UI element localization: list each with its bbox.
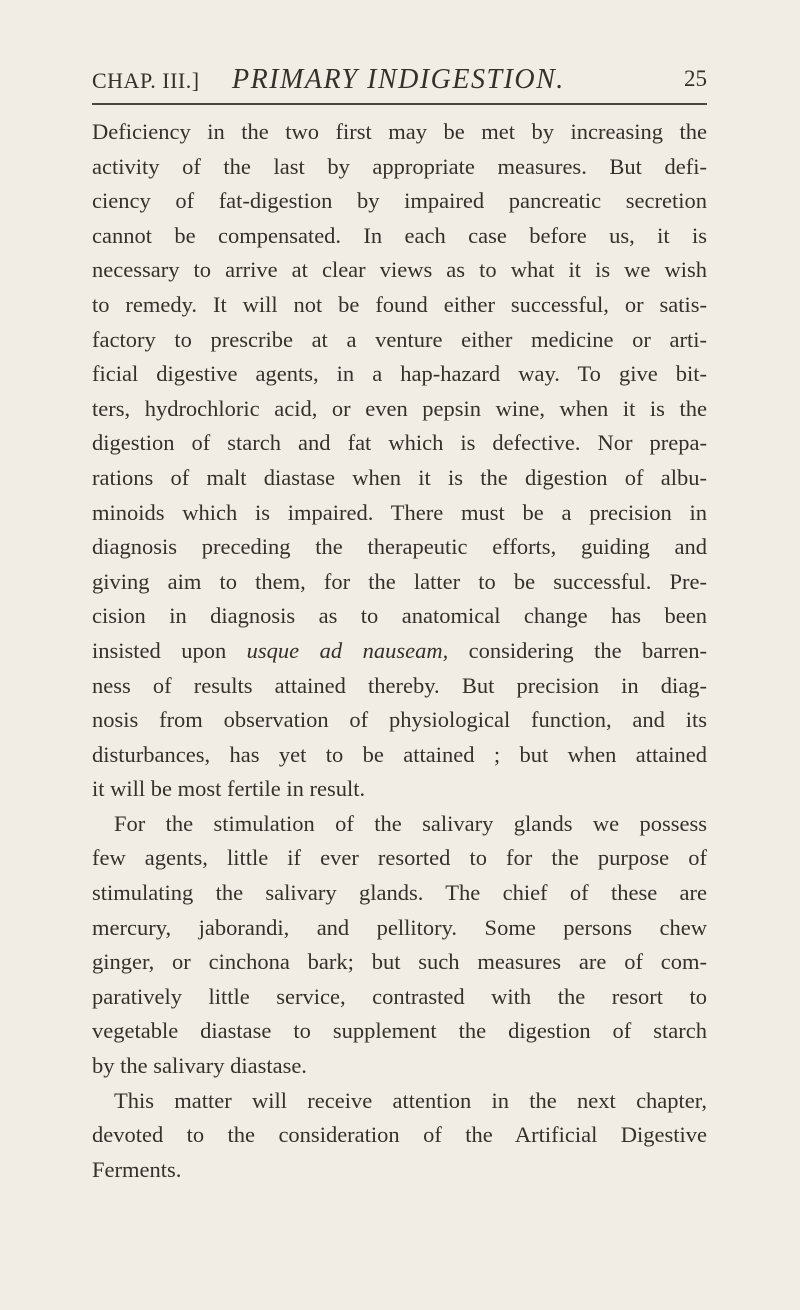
text-line: few agents, little if ever resorted to for the purpose of [92,845,707,871]
text-line: This matter will receive attention in the next chapter, [114,1087,707,1113]
text-line: ters, hydrochloric acid, or even pepsin wine, when it is the [92,395,707,421]
text-line: cision in diagnosis as to anatomical change has been [92,603,707,629]
page-number: 25 [684,66,707,91]
text-line: factory to prescribe at a venture either medicine or arti- [92,326,707,352]
text-line: digestion of starch and fat which is defective. Nor prepa- [92,430,707,456]
text-line: stimulating the salivary glands. The chief of these are [92,880,707,906]
text-line: ficial digestive agents, in a hap-hazard way. To give bit- [92,361,707,387]
text-line: ness of results attained thereby. But precision in diag- [92,672,707,698]
text-line: Deficiency in the two first may be met by increasing the [92,119,707,144]
text-line: devoted to the consideration of the Artificial Digestive [92,1122,707,1148]
text-line-with-italic [92,634,707,669]
running-title: PRIMARY INDIGESTION. [232,64,565,95]
text-line: vegetable diastase to supplement the digestion of starch [92,1018,707,1044]
text-line: activity of the last by appropriate measures. But defi- [92,153,707,179]
text-line: necessary to arrive at clear views as to what it is we wish [92,257,707,283]
text-line: to remedy. It will not be found either successful, or satis- [92,291,707,317]
text-run: considering the barren- [448,637,707,663]
paragraph-1 [92,115,707,807]
body-text [92,115,707,1187]
text-line: by the salivary diastase. [92,1053,307,1079]
running-head [92,64,707,98]
paragraph-2 [92,807,707,1084]
text-line: Ferments. [92,1156,182,1182]
italic-phrase: usque ad nauseam, [246,637,449,663]
chapter-reference: CHAP. III.] [92,68,200,93]
text-run: insisted upon [92,637,247,663]
text-line: disturbances, has yet to be attained ; but when attained [92,741,707,767]
text-line: paratively little service, contrasted with the resort to [92,983,707,1009]
header-rule [92,103,707,105]
paragraph-3 [92,1084,707,1188]
text-line: minoids which is impaired. There must be a precision in [92,499,707,525]
text-line: diagnosis preceding the therapeutic efforts, guiding and [92,534,707,560]
text-line: mercury, jaborandi, and pellitory. Some persons chew [92,914,707,940]
text-line: For the stimulation of the salivary glands we possess [114,810,707,836]
text-line: nosis from observation of physiological function, and its [92,707,707,733]
text-line: rations of malt diastase when it is the digestion of albu- [92,464,707,490]
text-line: it will be most fertile in result. [92,776,366,802]
text-line: ginger, or cinchona bark; but such measures are of com- [92,949,707,975]
text-line: ciency of fat-digestion by impaired pancreatic secretion [92,188,707,214]
text-line: cannot be compensated. In each case before us, it is [92,222,707,248]
text-line: giving aim to them, for the latter to be successful. Pre- [92,568,707,594]
